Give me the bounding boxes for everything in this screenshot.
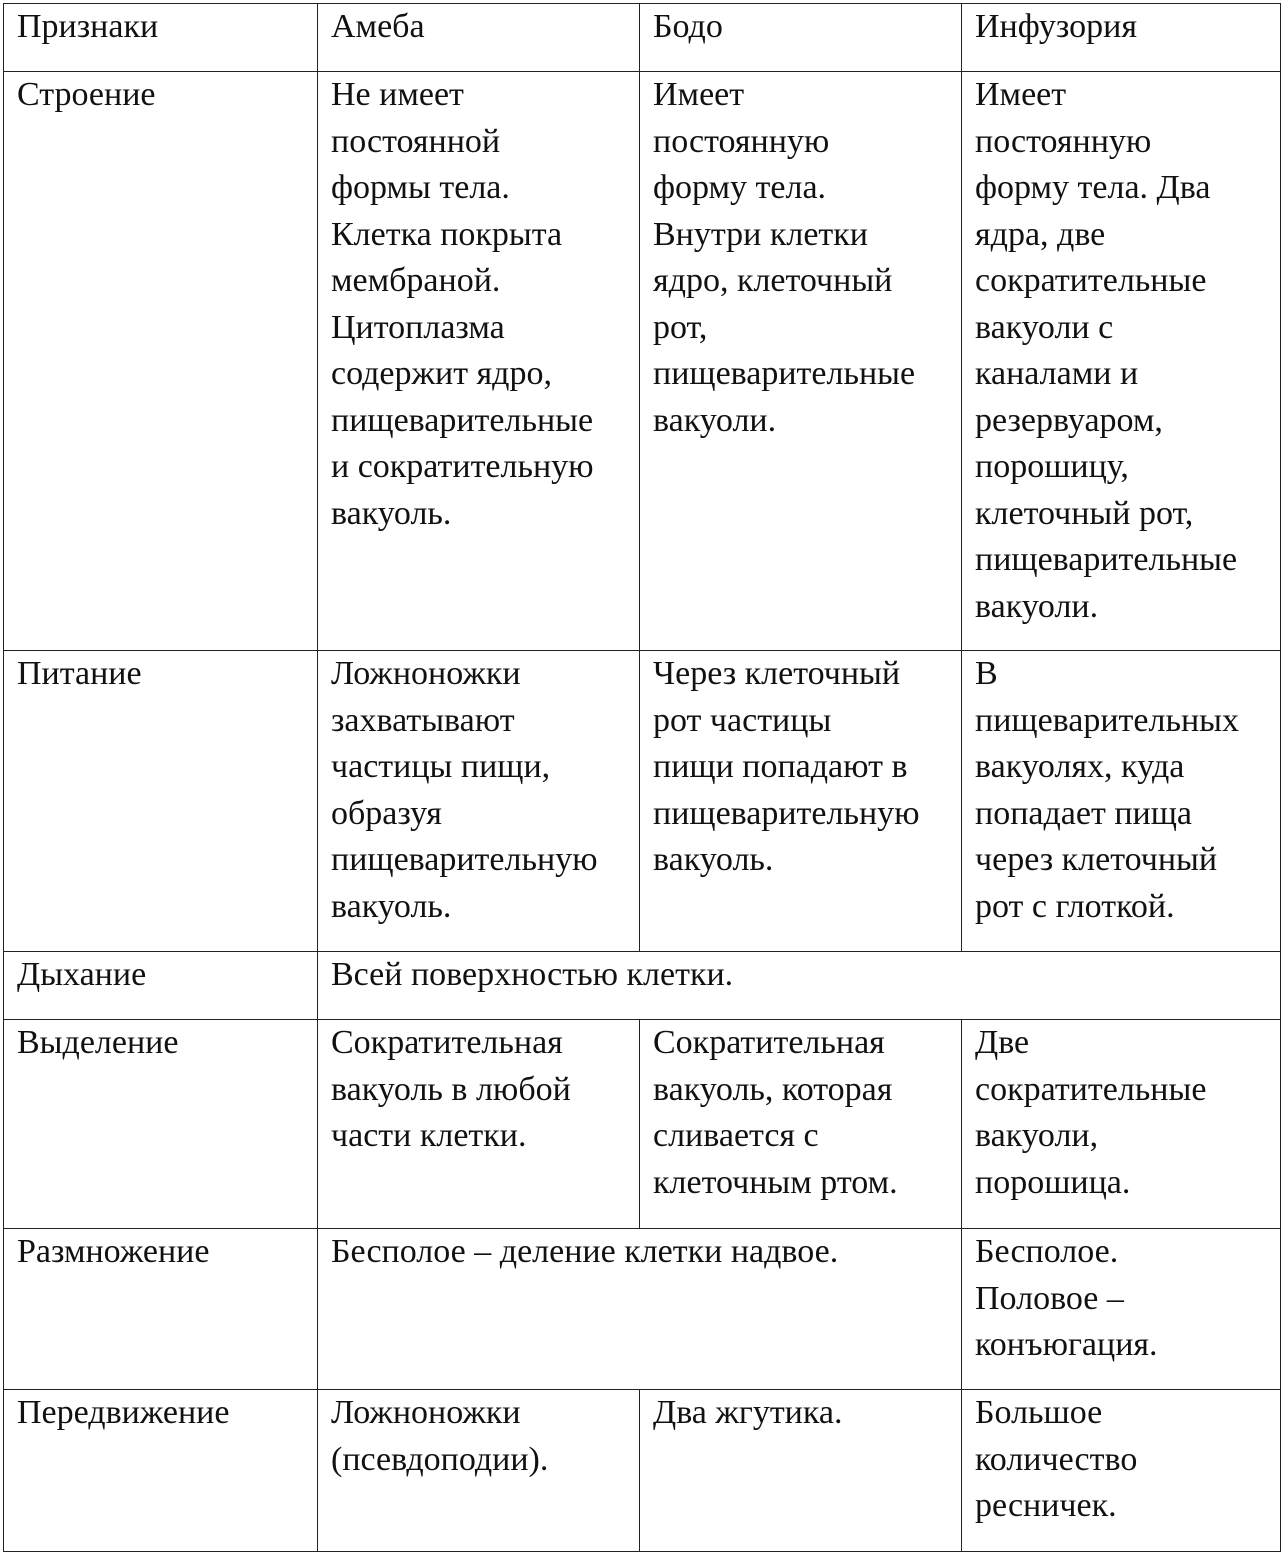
cell-reproduction-infusoria — [962, 1229, 1281, 1390]
cell-text-line: ресничек. — [975, 1487, 1117, 1524]
cell-text-line: Ложноножки — [331, 1394, 521, 1431]
cell-text-line: Через клеточный — [653, 655, 901, 692]
cell-text-line: В — [975, 655, 998, 692]
cell-text-line: через клеточный — [975, 841, 1218, 878]
cell-text-line: пищеварительных — [975, 701, 1240, 739]
cell-text-line: вакуоли. — [975, 587, 1099, 625]
cell-text-line: Имеет — [653, 76, 745, 113]
cell-text-line: конъюгация. — [975, 1326, 1158, 1363]
cell-structure-infusoria — [962, 72, 1281, 651]
cell-text-line: клеточным ртом. — [653, 1163, 898, 1201]
cell-text-line: пищеварительные — [331, 401, 594, 439]
cell-text-line: и сократительную — [331, 448, 594, 485]
cell-movement-amoeba — [318, 1390, 640, 1552]
cell-text-line: рот частицы — [653, 701, 832, 739]
cell-text-line: содержит ядро, — [331, 355, 552, 392]
cell-text-line: клеточный рот, — [975, 494, 1194, 532]
cell-text-line: сократительные — [975, 1070, 1207, 1108]
header-infusoria: Инфузория — [962, 4, 1281, 72]
cell-text-line: сливается с — [653, 1117, 819, 1154]
cell-movement-infusoria — [962, 1390, 1281, 1552]
cell-text-line: пищеварительную — [331, 841, 598, 878]
table-row-respiration — [4, 952, 1281, 1020]
cell-text-line: форму тела. Два — [975, 169, 1211, 206]
cell-text-line: сократительные — [975, 262, 1207, 299]
cell-text-line: Не имеет — [331, 76, 464, 113]
cell-nutrition-infusoria — [962, 651, 1281, 952]
cell-text-line: порошица. — [975, 1163, 1131, 1201]
table-row-movement — [4, 1390, 1281, 1552]
cell-text-line: Клетка покрыта — [331, 215, 563, 253]
cell-text-line: Два жгутика. — [653, 1394, 843, 1431]
cell-text-line: образуя — [331, 794, 442, 832]
cell-text-line: постоянную — [975, 122, 1152, 160]
cell-text-line: Сократительная — [653, 1024, 885, 1061]
table-row-nutrition — [4, 651, 1281, 952]
cell-text-line: формы тела. — [331, 169, 510, 206]
cell-text-line: рот с глоткой. — [975, 887, 1175, 925]
cell-text-line: вакуоль, которая — [653, 1070, 893, 1108]
header-amoeba: Амеба — [318, 4, 640, 72]
cell-text-line: захватывают — [331, 701, 515, 739]
cell-text-line: пищеварительные — [975, 541, 1238, 578]
table-row-structure — [4, 72, 1281, 651]
cell-text-line: вакуоли. — [653, 401, 777, 439]
cell-respiration-all: Всей поверхностью клетки. — [318, 952, 1281, 1020]
cell-text-line: форму тела. — [653, 169, 827, 206]
cell-text-line: пищеварительные — [653, 355, 916, 392]
row-label-nutrition: Питание — [4, 651, 318, 952]
table-header-row — [4, 4, 1281, 72]
cell-excretion-bodo — [640, 1020, 962, 1229]
cell-text-line: пищи попадают в — [653, 748, 908, 785]
cell-text-line: Ложноножки — [331, 655, 521, 692]
cell-text-line: вакуоль. — [653, 841, 774, 878]
cell-text-line: количество — [975, 1440, 1138, 1478]
cell-text-line: Сократительная — [331, 1024, 563, 1061]
cell-text-line: каналами и — [975, 355, 1139, 392]
protozoa-comparison-table — [3, 3, 1281, 1552]
cell-nutrition-bodo — [640, 651, 962, 952]
cell-excretion-amoeba — [318, 1020, 640, 1229]
row-label-structure: Строение — [4, 72, 318, 651]
cell-text-line: Бесполое. — [975, 1233, 1119, 1270]
cell-text-line: Половое – — [975, 1279, 1124, 1317]
cell-text-line: вакуоли, — [975, 1117, 1099, 1154]
cell-text-line: Внутри клетки — [653, 215, 868, 253]
cell-text-line: вакуоль в любой — [331, 1070, 571, 1108]
row-label-movement: Передвижение — [4, 1390, 318, 1552]
cell-text-line: вакуолях, куда — [975, 748, 1185, 785]
cell-text-line: Большое — [975, 1394, 1103, 1431]
cell-text-line: ядра, две — [975, 215, 1106, 253]
cell-text-line: мембраной. — [331, 262, 501, 299]
cell-text-line: частицы пищи, — [331, 748, 551, 785]
cell-text-line: постоянной — [331, 122, 501, 160]
cell-text-line: пищеварительную — [653, 794, 920, 832]
cell-text-line: Две — [975, 1024, 1030, 1061]
header-bodo: Бодо — [640, 4, 962, 72]
row-label-reproduction: Размножение — [4, 1229, 318, 1390]
cell-text-line: рот, — [653, 308, 708, 346]
table-row-reproduction — [4, 1229, 1281, 1390]
header-feature: Признаки — [4, 4, 318, 72]
cell-text-line: попадает пища — [975, 794, 1192, 832]
cell-reproduction-amoeba-bodo: Бесполое – деление клетки надвое. — [318, 1229, 962, 1390]
cell-structure-amoeba — [318, 72, 640, 651]
cell-movement-bodo — [640, 1390, 962, 1552]
cell-text-line: Цитоплазма — [331, 308, 505, 346]
cell-text-line: вакуоль. — [331, 887, 452, 925]
cell-text-line: (псевдоподии). — [331, 1440, 549, 1478]
cell-text-line: вакуоли с — [975, 308, 1114, 346]
row-label-respiration: Дыхание — [4, 952, 318, 1020]
cell-text-line: вакуоль. — [331, 494, 452, 532]
cell-excretion-infusoria — [962, 1020, 1281, 1229]
cell-text-line: порошицу, — [975, 448, 1129, 485]
cell-text-line: Имеет — [975, 76, 1067, 113]
cell-text-line: постоянную — [653, 122, 830, 160]
cell-text-line: части клетки. — [331, 1117, 527, 1154]
row-label-excretion: Выделение — [4, 1020, 318, 1229]
cell-nutrition-amoeba — [318, 651, 640, 952]
cell-text-line: резервуаром, — [975, 401, 1163, 439]
table-row-excretion — [4, 1020, 1281, 1229]
cell-text-line: ядро, клеточный — [653, 262, 893, 299]
cell-structure-bodo — [640, 72, 962, 651]
